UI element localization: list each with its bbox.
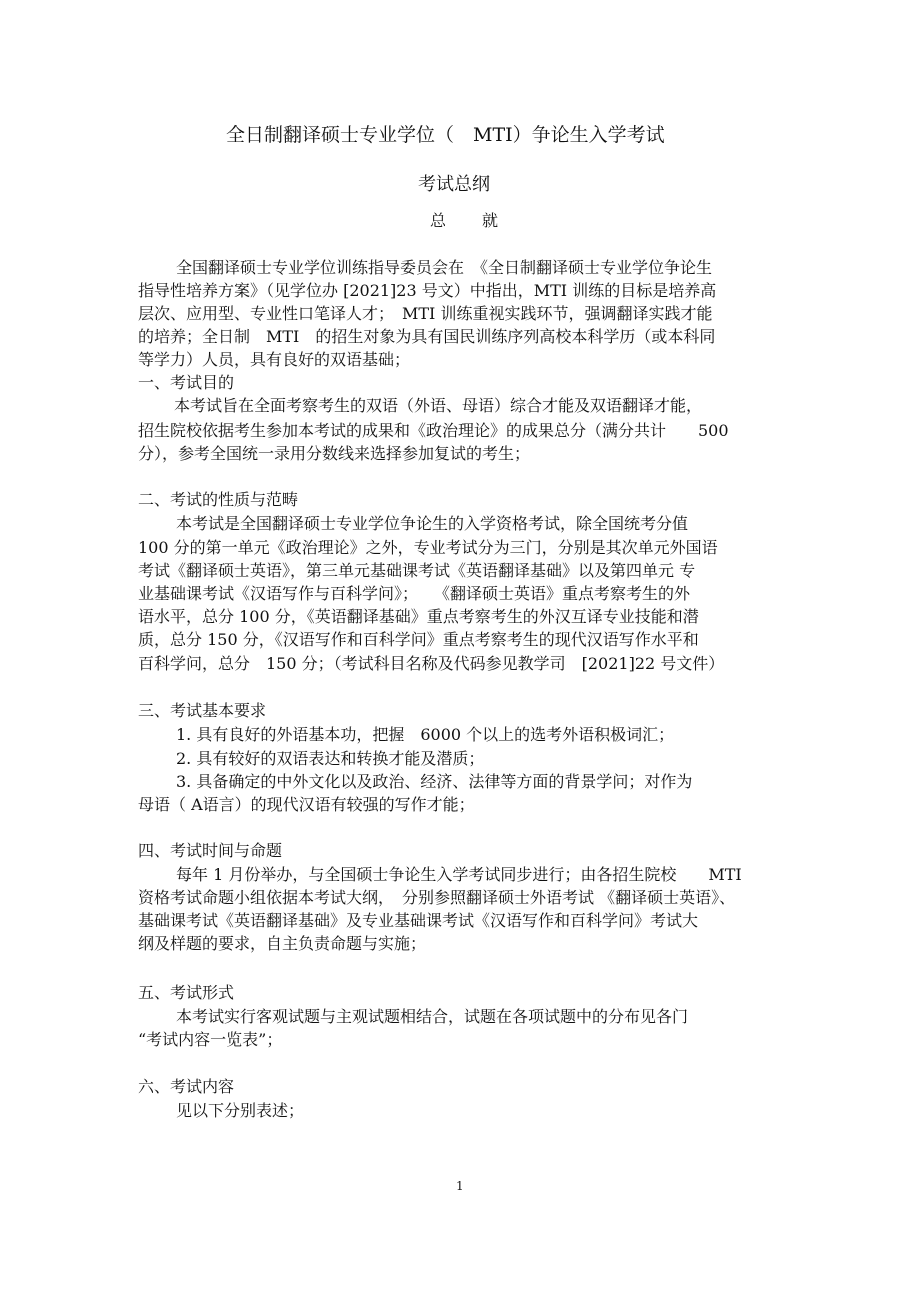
paragraph-line: 100 分的第一单元《政治理论》之外，专业考试分为三门，分别是其次单元外国语 [138,538,718,557]
section-heading: 一、考试目的 [138,373,235,392]
page-number: 1 [456,1179,464,1193]
section-heading: 四、考试时间与命题 [138,841,283,860]
document-subtitle: 考试总纲 [418,174,490,195]
paragraph-line: 母语（ A语言）的现代汉语有较强的写作才能； [138,795,475,814]
intro-line: 全国翻译硕士专业学位训练指导委员会在 《全日制翻译硕士专业学位争论生 [176,258,713,277]
paragraph-line: 质，总分 150 分，《汉语写作和百科学问》重点考察考生的现代汉语写作水平和 [138,630,699,649]
paragraph-line: 考试《翻译硕士英语》，第三单元基础课考试《英语翻译基础》以及第四单元 专 [138,561,696,580]
section-heading: 二、考试的性质与范畴 [138,490,299,509]
paragraph-line: 招生院校依据考生参加本考试的成果和《政治理论》的成果总分（满分共计 500 [138,421,729,440]
section-heading: 五、考试形式 [138,983,235,1002]
list-item: 2. 具有较好的双语表达和转换才能及潜质； [176,749,485,768]
paragraph-line: 资格考试命题小组依据本考试大纲， 分别参照翻译硕士外语考试 《翻译硕士英语》、 [138,888,736,907]
intro-line: 指导性培养方案》（见学位办 [2021]23 号文）中指出，MTI 训练的目标是培养高 [138,281,717,300]
paragraph-line: 见以下分别表述； [176,1101,305,1120]
section-heading: 三、考试基本要求 [138,701,267,720]
intro-line: 层次、应用型、专业性口笔译人才； MTI 训练重视实践环节，强调翻译实践才能 [138,304,713,323]
document-title: 全日制翻译硕士专业学位（ MTI）争论生入学考试 [226,124,665,146]
paragraph-line: 本考试是全国翻译硕士专业学位争论生的入学资格考试，除全国统考分值 [176,514,689,533]
paragraph-line: 本考试旨在全面考察考生的双语（外语、母语）综合才能及双语翻译才能， [174,396,703,415]
paragraph-line: “考试内容一览表”； [138,1030,283,1049]
list-item: 1. 具有良好的外语基本功，把握 6000 个以上的选考外语积极词汇； [176,725,675,744]
paragraph-line: 每年 1 月份举办，与全国硕士争论生入学考试同步进行；由各招生院校 MTI [176,865,742,884]
section-heading: 六、考试内容 [138,1077,235,1096]
paragraph-line: 百科学问，总分 150 分；（考试科目名称及代码参见教学司 [2021]22 号文件） [138,654,725,673]
intro-line: 的培养；全日制 MTI 的招生对象为具有国民训练序列高校本科学历（或本科同 [138,327,716,346]
list-item: 3. 具备确定的中外文化以及政治、经济、法律等方面的背景学问；对作为 [176,772,693,791]
paragraph-line: 本考试实行客观试题与主观试题相结合，试题在各项试题中的分布见各门 [176,1007,689,1026]
paragraph-line: 分），参考全国统一录用分数线来选择参加复试的考生； [138,444,531,463]
paragraph-line: 基础课考试《英语翻译基础》及专业基础课考试《汉语写作和百科学问》考试大 [138,911,699,930]
paragraph-line: 纲及样题的要求，自主负责命题与实施； [138,934,427,953]
paragraph-line: 语水平，总分 100 分，《英语翻译基础》重点考察考生的外汉互译专业技能和潜 [138,607,699,626]
paragraph-line: 业基础课考试《汉语写作与百科学问》； 《翻译硕士英语》重点考察考生的外 [138,584,691,603]
intro-line: 等学力）人员，具有良好的双语基础； [138,350,411,369]
section-general-heading: 总 就 [430,211,509,230]
